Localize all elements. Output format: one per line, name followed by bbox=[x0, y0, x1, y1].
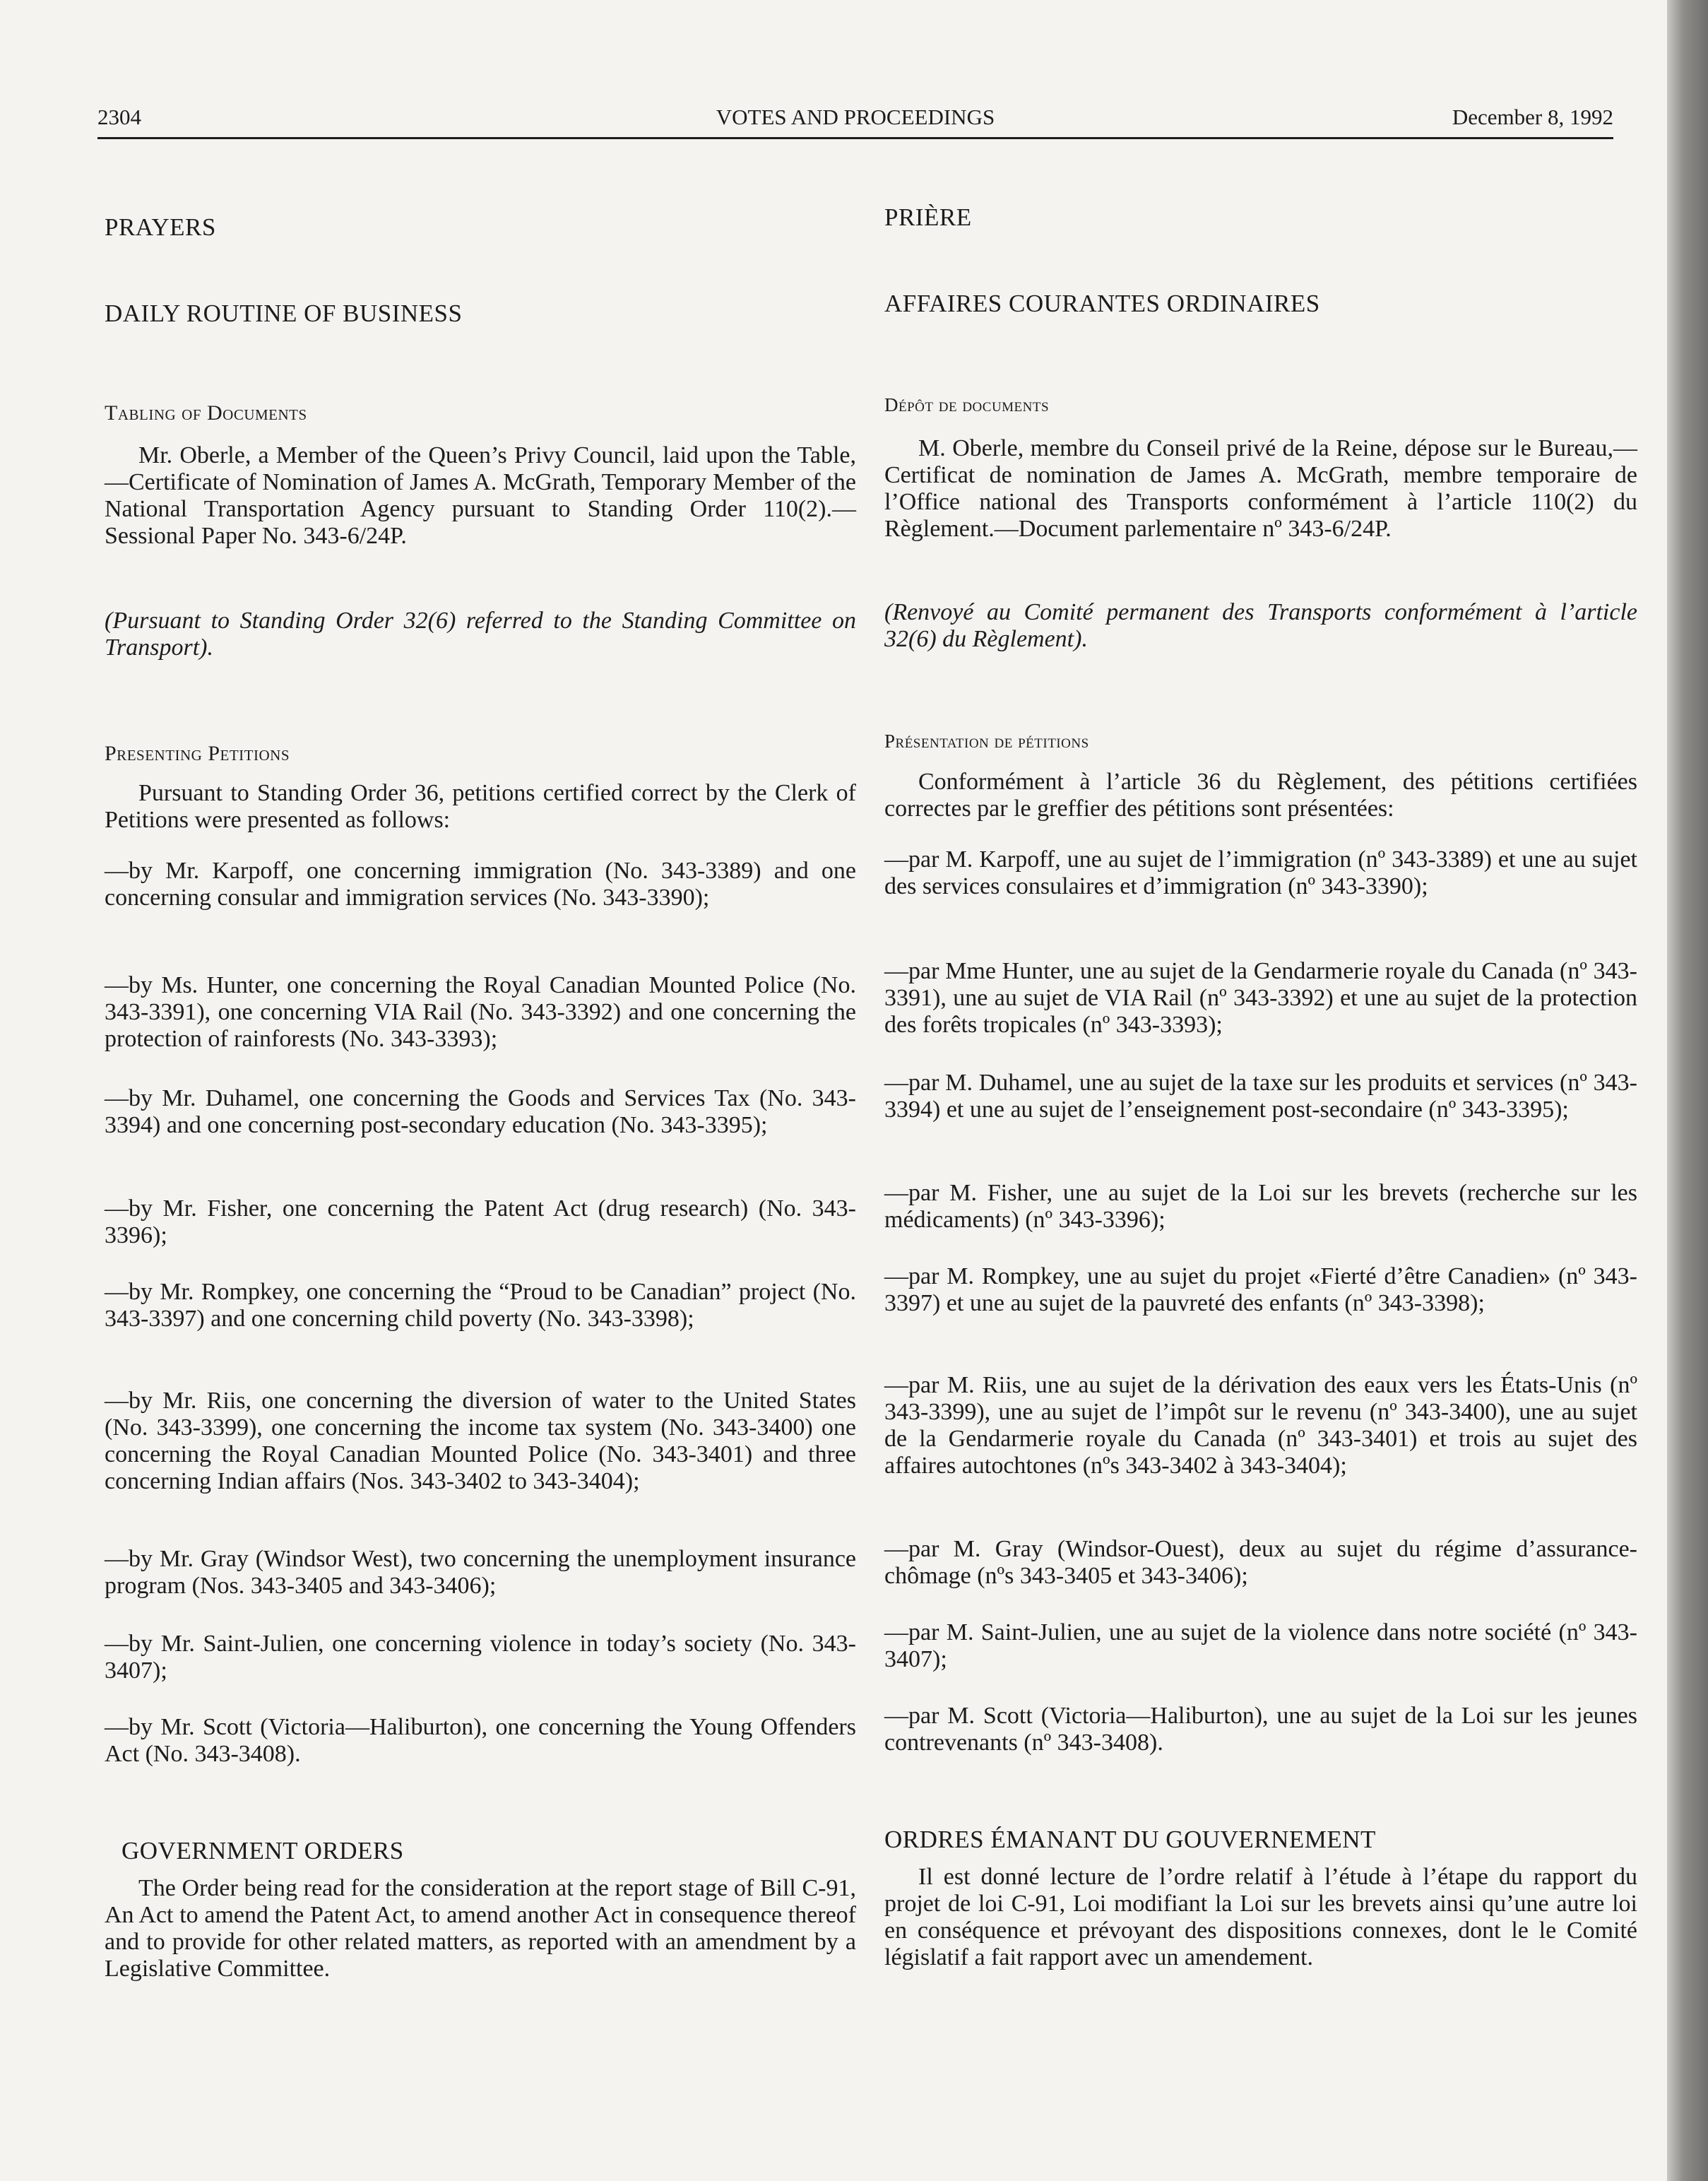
petition-item-fr: —par M. Rompkey, une au sujet du projet «Fierté d’être Canadien» (nº 343-3397) et une au sujet de la pauvreté des enfants (nº 343-3398); bbox=[884, 1263, 1637, 1316]
page-header bbox=[97, 105, 1613, 136]
page-number: 2304 bbox=[97, 105, 141, 129]
page-date: December 8, 1992 bbox=[1452, 105, 1613, 129]
heading-tabling-documents: Tabling of Documents bbox=[105, 401, 307, 425]
running-title: VOTES AND PROCEEDINGS bbox=[716, 105, 995, 129]
petition-item: —by Mr. Scott (Victoria—Haliburton), one concerning the Young Offenders Act (No. 343-3408). bbox=[105, 1714, 856, 1767]
heading-government-orders: GOVERNMENT ORDERS bbox=[121, 1837, 404, 1864]
petitions-intro: Pursuant to Standing Order 36, petitions certified correct by the Clerk of Petitions were presented as follows: bbox=[105, 780, 856, 833]
petition-item-fr: —par M. Gray (Windsor-Ouest), deux au sujet du régime d’assurance-chômage (nºs 343-3405 et 343-3406); bbox=[884, 1536, 1637, 1589]
petitions-intro-fr: Conformément à l’article 36 du Règlement, des pétitions certifiées correctes par le greffier des pétitions sont présentées: bbox=[884, 769, 1637, 822]
petition-item: —by Ms. Hunter, one concerning the Royal Canadian Mounted Police (No. 343-3391), one concerning VIA Rail (No. 343-3392) and one concerning the protection of rainforests (No. 343-3393); bbox=[105, 972, 856, 1052]
heading-presenting-petitions: Presenting Petitions bbox=[105, 742, 290, 765]
petition-item-fr: —par M. Fisher, une au sujet de la Loi sur les brevets (recherche sur les médicaments) (nº 343-3396); bbox=[884, 1180, 1637, 1233]
heading-presentation-petitions: Présentation de pétitions bbox=[884, 731, 1089, 752]
heading-prayers: PRAYERS bbox=[105, 213, 216, 241]
petition-item-fr: —par M. Saint-Julien, une au sujet de la violence dans notre société (nº 343-3407); bbox=[884, 1619, 1637, 1672]
petition-item-fr: —par M. Scott (Victoria—Haliburton), une au sujet de la Loi sur les jeunes contrevenants (nº 343-3408). bbox=[884, 1703, 1637, 1756]
petition-item-fr: —par Mme Hunter, une au sujet de la Gendarmerie royale du Canada (nº 343-3391), une au sujet de VIA Rail (nº 343-3392) et une au sujet de la protection des forêts tropicales (nº 343-3393); bbox=[884, 958, 1637, 1038]
heading-ordres-gouvernement: ORDRES ÉMANANT DU GOUVERNEMENT bbox=[884, 1826, 1376, 1853]
government-orders-paragraph: The Order being read for the consideration at the report stage of Bill C-91, An Act to amend the Patent Act, to amend another Act in consequence thereof and to provide for other related matters, as reported with an amendment by a Legislative Committee. bbox=[105, 1875, 856, 1982]
petition-item-fr: —par M. Duhamel, une au sujet de la taxe sur les produits et services (nº 343-3394) et une au sujet de l’enseignement post-secondaire (nº 343-3395); bbox=[884, 1070, 1637, 1123]
petition-item-fr: —par M. Riis, une au sujet de la dérivation des eaux vers les États-Unis (nº 343-3399), une au sujet de l’impôt sur le revenu (nº 343-3400), une au sujet de la Gendarmerie royale du Canada (nº 343-3401) et trois au sujet des affaires autochtones (nºs 343-3402 à 343-3404); bbox=[884, 1372, 1637, 1479]
depot-paragraph: M. Oberle, membre du Conseil privé de la Reine, dépose sur le Bureau,—Certificat de nomination de James A. McGrath, membre temporaire de l’Office national des Transports conformément à l’article 110(2) du Règlement.—Document parlementaire nº 343-6/24P. bbox=[884, 435, 1637, 542]
tabling-referral-note: (Pursuant to Standing Order 32(6) referred to the Standing Committee on Transport). bbox=[105, 608, 856, 661]
heading-priere: PRIÈRE bbox=[884, 203, 972, 231]
tabling-paragraph: Mr. Oberle, a Member of the Queen’s Privy Council, laid upon the Table,—Certificate of Nomination of James A. McGrath, Temporary Member of the National Transportation Agency pursuant to Standing Order 110(2).—Sessional Paper No. 343-6/24P. bbox=[105, 442, 856, 549]
ordres-gouvernement-paragraph: Il est donné lecture de l’ordre relatif à l’étude à l’étape du rapport du projet de loi C-91, Loi modifiant la Loi sur les brevets ainsi qu’une autre loi en conséquence et prévoyant des dispositions connexes, dont le le Comité législatif a fait rapport avec un amendement. bbox=[884, 1864, 1637, 1970]
petition-item: —by Mr. Rompkey, one concerning the “Proud to be Canadian” project (No. 343-3397) and one concerning child poverty (No. 343-3398); bbox=[105, 1279, 856, 1332]
header-rule bbox=[97, 137, 1613, 139]
petition-item: —by Mr. Duhamel, one concerning the Goods and Services Tax (No. 343-3394) and one concerning post-secondary education (No. 343-3395); bbox=[105, 1085, 856, 1138]
depot-renvoi-note: (Renvoyé au Comité permanent des Transports conformément à l’article 32(6) du Règlement). bbox=[884, 599, 1637, 652]
petition-item: —by Mr. Gray (Windsor West), two concerning the unemployment insurance program (Nos. 343-3405 and 343-3406); bbox=[105, 1546, 856, 1599]
heading-depot-documents: Dépôt de documents bbox=[884, 394, 1050, 415]
petition-item: —by Mr. Karpoff, one concerning immigration (No. 343-3389) and one concerning consular and immigration services (No. 343-3390); bbox=[105, 858, 856, 911]
petition-item: —by Mr. Saint-Julien, one concerning violence in today’s society (No. 343-3407); bbox=[105, 1631, 856, 1684]
petition-item: —by Mr. Fisher, one concerning the Patent Act (drug research) (No. 343-3396); bbox=[105, 1195, 856, 1248]
petition-item-fr: —par M. Karpoff, une au sujet de l’immigration (nº 343-3389) et une au sujet des services consulaires et d’immigration (nº 343-3390); bbox=[884, 846, 1637, 899]
heading-affaires-courantes: AFFAIRES COURANTES ORDINAIRES bbox=[884, 290, 1320, 317]
page-edge-shadow bbox=[1667, 0, 1708, 2181]
petition-item: —by Mr. Riis, one concerning the diversion of water to the United States (No. 343-3399), one concerning the income tax system (No. 343-3400) one concerning the Royal Canadian Mounted Police (No. 343-3401) and three concerning Indian affairs (Nos. 343-3402 to 343-3404); bbox=[105, 1388, 856, 1494]
heading-daily-routine: DAILY ROUTINE OF BUSINESS bbox=[105, 300, 463, 327]
